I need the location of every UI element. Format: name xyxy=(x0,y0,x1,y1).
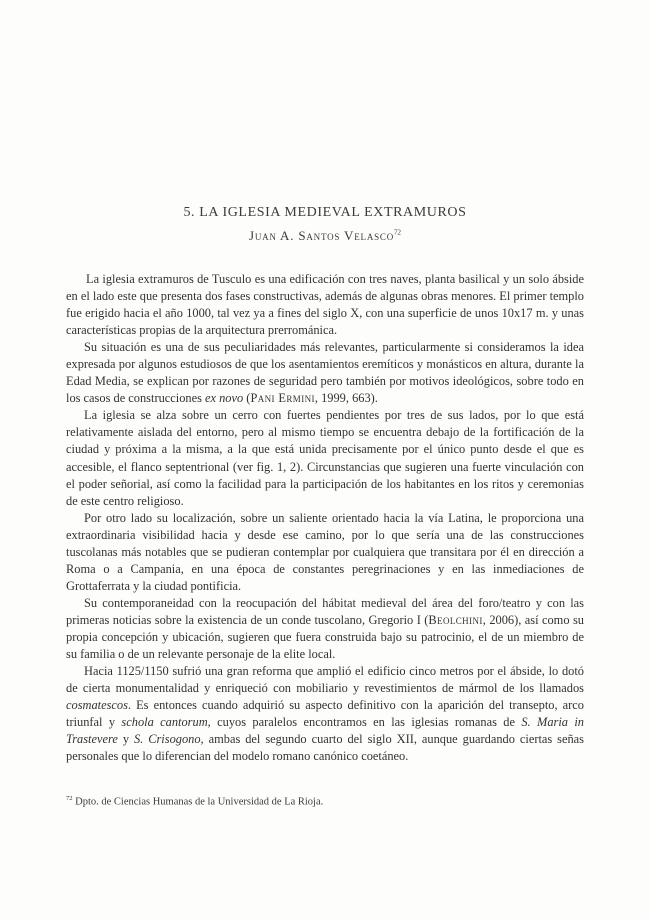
text-run: Por otro lado su localización, sobre un saliente orientado hacia la vía Latina, le proporciona una extraordinaria visibilidad hacia y desde ese camino, por lo que sería una de las construcciones tuscolanas más notables que se pudieran contemplar por cualquiera que transitara por él en dirección a Roma o a Campania, en una época de constantes peregrinaciones y en las inmediaciones de Grottaferrata y la ciudad pontificia. xyxy=(66,510,584,593)
citation-author: Beolchini xyxy=(428,612,483,627)
italic-term: S. Crisogono, xyxy=(133,732,204,747)
chapter-title: 5. LA IGLESIA MEDIEVAL EXTRAMUROS xyxy=(183,205,467,220)
text-run: , 1999, 663). xyxy=(314,391,378,406)
footnote-text: Dpto. de Ciencias Humanas de la Universidad de La Rioja. xyxy=(72,796,324,808)
italic-term: S. Maria in Trastevere xyxy=(66,715,584,747)
body-text xyxy=(66,271,584,765)
paragraph-4 xyxy=(66,510,584,595)
text-run: ( xyxy=(243,391,251,406)
footnote xyxy=(66,791,326,810)
text-run: Hacia 1125/1150 sufrió una gran reforma que amplió el edificio cinco metros por el ábside, lo dotó de cierta monumentalidad y enriqueció con mobiliario y revestimientos de mármol de los llamados xyxy=(66,664,584,696)
italic-term: cosmatescos xyxy=(66,698,128,713)
footnote-ref[interactable]: 72 xyxy=(394,228,402,237)
paragraph-5 xyxy=(66,595,584,663)
paragraph-3 xyxy=(66,407,584,509)
chapter-heading xyxy=(0,205,650,244)
citation-author: Pani Ermini xyxy=(250,391,315,406)
author-line xyxy=(0,228,650,244)
footnote-number: 72 xyxy=(66,795,73,802)
italic-term: schola cantorum, xyxy=(121,715,211,730)
text-run: , 2006), así como su propia concepción y ubicación, sugieren que fuera construida bajo su patrocinio, el de un miembro de su familia o de un relevante personaje de la elite local. xyxy=(66,612,584,662)
author-name: Juan A. Santos Velasco xyxy=(248,228,395,243)
paragraph-6 xyxy=(66,663,584,765)
paragraph-1 xyxy=(66,271,584,339)
text-run: y xyxy=(117,732,134,747)
text-run: cuyos paralelos encontramos en las iglesias romanas de xyxy=(210,715,522,730)
paragraph-2 xyxy=(66,339,584,407)
text-run: . Es entonces cuando adquirió su aspecto definitivo con la aparición del transepto, arco triunfal y xyxy=(66,698,584,730)
text-run: Su contemporaneidad con la reocupación del hábitat medieval del área del foro/teatro y con las primeras noticias sobre la existencia de un conde tuscolano, Gregorio I ( xyxy=(66,595,584,627)
italic-term: ex novo xyxy=(205,391,244,406)
text-run: La iglesia se alza sobre un cerro con fuertes pendientes por tres de sus lados, por lo que está relativamente aislada del entorno, pero al mismo tiempo se encuentra debajo de la fortificación de la ciudad y próxima a la misma, a la que está unida precisamente por el único punto desde el que es accesible, el flanco septentrional (ver fig. 1, 2). Circunstancias que sugieren una fuerte vinculación con el poder señorial, así como la facilidad para la participación de los habitantes en los ritos y ceremonias de este centro religioso. xyxy=(66,408,584,508)
text-run: ambas del segundo cuarto del siglo XII, aunque guardando ciertas señas personales que lo diferencian del modelo romano canónico coetáneo. xyxy=(66,732,585,764)
text-run: La iglesia extramuros de Tusculo es una edificación con tres naves, planta basilical y un solo ábside en el lado este que presenta dos fases constructivas, además de algunas obras menores. El primer templo fue erigido hacia el año 1000, tal vez ya a fines del siglo X, con una superficie de unos 10x17 m. y unas características propias de la arquitectura prerrománica. xyxy=(66,272,584,338)
text-run: Su situación es una de sus peculiaridades más relevantes, particularmente si consideramos la idea expresada por algunos estudiosos de que los asentamientos eremíticos y monásticos en altura, durante la Edad Media, se explican por razones de seguridad pero también por motivos ideológicos, sobre todo en los casos de construcciones xyxy=(66,340,584,406)
